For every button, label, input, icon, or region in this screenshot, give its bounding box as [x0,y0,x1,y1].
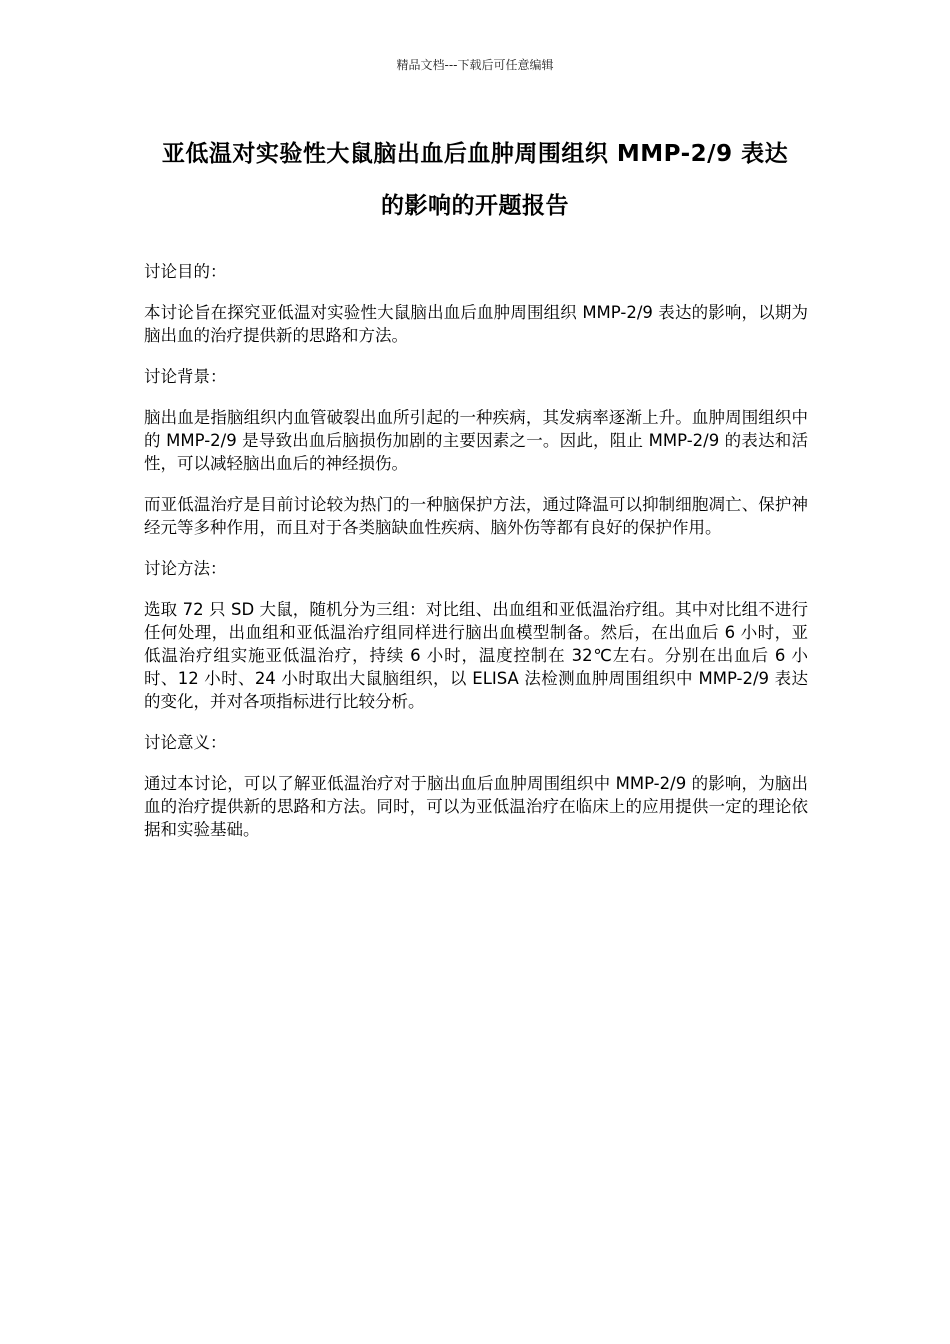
paragraph-background-2: 而亚低温治疗是目前讨论较为热门的一种脑保护方法，通过降温可以抑制细胞凋亡、保护神经元等多种作用，而且对于各类脑缺血性疾病、脑外伤等都有良好的保护作用。 [144,495,808,537]
paragraph-significance: 通过本讨论，可以了解亚低温治疗对于脑出血后血肿周围组织中 MMP-2/9 的影响，为脑出血的治疗提供新的思路和方法。同时，可以为亚低温治疗在临床上的应用提供一定的理论依据和实验基础。 [144,774,808,839]
document-title-line-1: 亚低温对实验性大鼠脑出血后血肿周围组织 MMP-2/9 表达 [161,141,789,167]
section-heading-purpose: 讨论目的： [144,262,227,281]
running-header: 精品文档---下载后可任意编辑 [396,58,554,72]
section-heading-method: 讨论方法： [144,559,227,578]
paragraph-method: 选取 72 只 SD 大鼠，随机分为三组：对比组、出血组和亚低温治疗组。其中对比组不进行任何处理，出血组和亚低温治疗组同样进行脑出血模型制备。然后，在出血后 6 小时，亚低温治疗组实施亚低温治疗，持续 6 小时，温度控制在 32℃左右。分别在出血后 6 小时、12 小时、24 小时取出大鼠脑组织，以 ELISA 法检测血肿周围组织中 MMP-2/9 表达的变化，并对各项指标进行比较分析。 [144,600,808,711]
document-title [130,128,820,232]
section-heading-background: 讨论背景： [144,367,227,386]
paragraph-background-1: 脑出血是指脑组织内血管破裂出血所引起的一种疾病，其发病率逐渐上升。血肿周围组织中的 MMP-2/9 是导致出血后脑损伤加剧的主要因素之一。因此，阻止 MMP-2/9 的表达和活性，可以减轻脑出血后的神经损伤。 [144,408,808,473]
paragraph-purpose: 本讨论旨在探究亚低温对实验性大鼠脑出血后血肿周围组织 MMP-2/9 表达的影响，以期为脑出血的治疗提供新的思路和方法。 [144,303,808,345]
document-title-line-2: 的影响的开题报告 [381,193,569,219]
section-heading-significance: 讨论意义： [144,733,227,752]
document-body [144,260,808,859]
